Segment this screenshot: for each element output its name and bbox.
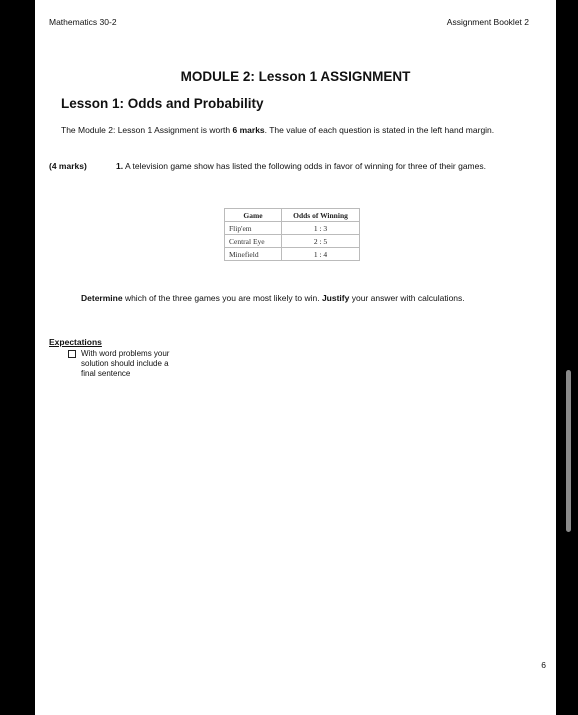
intro-marks: 6 marks bbox=[232, 125, 265, 135]
determine-instruction bbox=[81, 293, 551, 303]
module-title: MODULE 2: Lesson 1 ASSIGNMENT bbox=[180, 69, 411, 84]
page-number: 6 bbox=[541, 660, 546, 670]
odds-table bbox=[224, 208, 360, 261]
determine-text-1: which of the three games you are most likely to win. bbox=[122, 293, 322, 303]
game-cell: Minefield bbox=[225, 248, 282, 261]
intro-text-1: The Module 2: Lesson 1 Assignment is worth bbox=[61, 125, 233, 135]
table-row bbox=[225, 235, 360, 248]
column-header-odds: Odds of Winning bbox=[282, 209, 360, 222]
table-header-row bbox=[225, 209, 360, 222]
question-text: A television game show has listed the following odds in favor of winning for three of their games. bbox=[123, 161, 486, 171]
question-marks: (4 marks) bbox=[49, 161, 87, 171]
header-booklet: Assignment Booklet 2 bbox=[446, 17, 529, 27]
expectation-text: With word problems your solution should include a final sentence bbox=[81, 349, 170, 378]
document-page bbox=[35, 0, 556, 715]
table-row bbox=[225, 222, 360, 235]
game-cell: Central Eye bbox=[225, 235, 282, 248]
question-1 bbox=[116, 161, 526, 172]
justify-keyword: Justify bbox=[321, 293, 350, 303]
expectations-title: Expectations bbox=[49, 337, 102, 347]
table-row bbox=[225, 248, 360, 261]
vertical-scrollbar[interactable] bbox=[566, 370, 571, 532]
odds-cell: 1 : 3 bbox=[282, 222, 360, 235]
determine-keyword: Determine bbox=[81, 293, 123, 303]
intro-paragraph bbox=[61, 125, 521, 136]
expectation-checkbox[interactable] bbox=[68, 350, 76, 358]
lesson-title: Lesson 1: Odds and Probability bbox=[61, 96, 264, 111]
question-number: 1. bbox=[116, 161, 124, 171]
column-header-game: Game bbox=[225, 209, 282, 222]
determine-text-2: your answer with calculations. bbox=[349, 293, 465, 303]
intro-text-2: . The value of each question is stated in the left hand margin. bbox=[264, 125, 495, 135]
header-course: Mathematics 30-2 bbox=[49, 17, 117, 27]
odds-cell: 2 : 5 bbox=[282, 235, 360, 248]
odds-cell: 1 : 4 bbox=[282, 248, 360, 261]
game-cell: Flip'em bbox=[225, 222, 282, 235]
